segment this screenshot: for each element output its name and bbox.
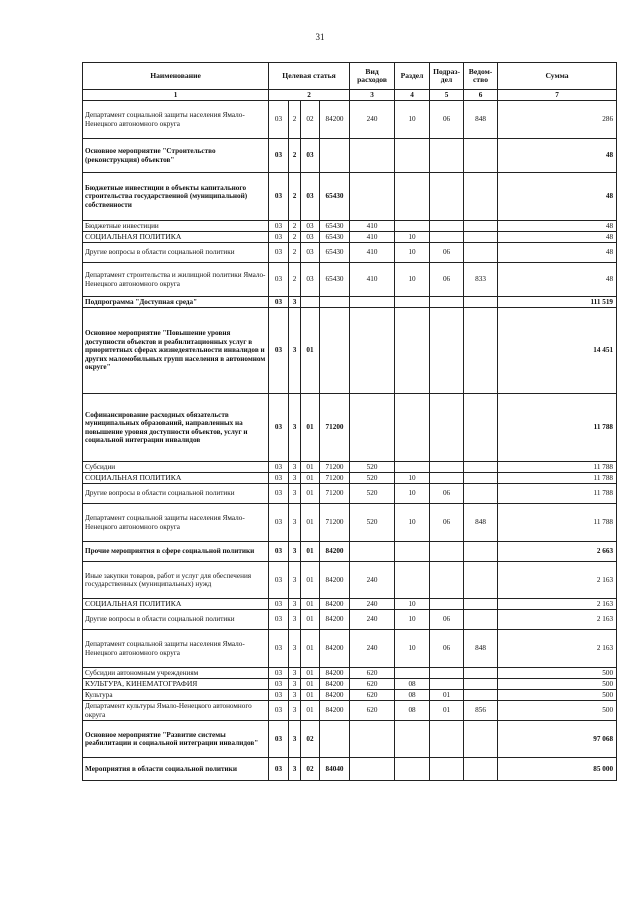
page-number: 31 [315, 32, 325, 42]
row-code-b: 3 [289, 630, 301, 668]
row-code-b: 2 [289, 101, 301, 139]
row-code-b: 3 [289, 690, 301, 701]
header-name: Наименование [83, 63, 269, 90]
row-code-d: 84200 [320, 610, 350, 630]
table-row [83, 562, 617, 599]
row-subsection [430, 599, 464, 610]
row-name: Бюджетные инвестиции [83, 221, 269, 232]
row-dept [464, 721, 498, 758]
row-code-a: 03 [269, 394, 289, 462]
table-row [83, 263, 617, 297]
row-sum: 2 663 [498, 542, 617, 562]
row-code-c: 01 [301, 462, 320, 473]
row-code-c: 01 [301, 473, 320, 484]
row-dept: 856 [464, 701, 498, 721]
row-type [350, 542, 395, 562]
row-type [350, 721, 395, 758]
row-dept [464, 297, 498, 308]
row-sum: 48 [498, 139, 617, 173]
row-section [395, 221, 430, 232]
row-code-b: 2 [289, 232, 301, 243]
header-type: Вид расходов [350, 63, 395, 90]
row-type: 240 [350, 599, 395, 610]
row-code-a: 03 [269, 139, 289, 173]
row-code-c: 02 [301, 758, 320, 781]
row-section: 10 [395, 599, 430, 610]
row-code-a: 03 [269, 701, 289, 721]
row-name: СОЦИАЛЬНАЯ ПОЛИТИКА [83, 473, 269, 484]
table-row [83, 701, 617, 721]
row-name: Субсидии [83, 462, 269, 473]
row-name: Департамент социальной защиты населения Ямало-Ненецкого автономного округа [83, 504, 269, 542]
row-sum: 11 788 [498, 484, 617, 504]
row-code-a: 03 [269, 101, 289, 139]
row-code-d [320, 139, 350, 173]
row-dept [464, 308, 498, 394]
row-code-a: 03 [269, 484, 289, 504]
row-sum: 11 788 [498, 394, 617, 462]
row-code-a: 03 [269, 297, 289, 308]
row-dept [464, 473, 498, 484]
row-code-d: 84200 [320, 668, 350, 679]
row-subsection: 01 [430, 690, 464, 701]
row-sum: 48 [498, 263, 617, 297]
row-code-a: 03 [269, 243, 289, 263]
table-row [83, 542, 617, 562]
row-type: 620 [350, 679, 395, 690]
header-dept: Ведом-ство [464, 63, 498, 90]
row-code-c [301, 297, 320, 308]
row-code-b: 3 [289, 297, 301, 308]
row-type: 240 [350, 562, 395, 599]
table-row [83, 139, 617, 173]
row-type: 240 [350, 101, 395, 139]
row-subsection [430, 308, 464, 394]
row-dept [464, 394, 498, 462]
column-number: 3 [350, 90, 395, 101]
row-sum: 48 [498, 232, 617, 243]
row-subsection: 06 [430, 630, 464, 668]
table-row [83, 599, 617, 610]
row-sum: 500 [498, 679, 617, 690]
row-subsection [430, 221, 464, 232]
row-sum: 11 788 [498, 473, 617, 484]
row-subsection [430, 542, 464, 562]
row-type: 620 [350, 690, 395, 701]
row-code-a: 03 [269, 173, 289, 221]
row-sum: 500 [498, 668, 617, 679]
row-type [350, 758, 395, 781]
header-target: Целевая статья [269, 63, 350, 90]
row-name: Основное мероприятие "Развитие системы реабилитации и социальной интеграции инвалидов" [83, 721, 269, 758]
row-section: 10 [395, 484, 430, 504]
column-number: 2 [269, 90, 350, 101]
row-code-c: 01 [301, 542, 320, 562]
row-code-b: 3 [289, 679, 301, 690]
row-code-d: 65430 [320, 173, 350, 221]
row-code-c: 01 [301, 394, 320, 462]
table-row [83, 630, 617, 668]
row-code-c: 01 [301, 308, 320, 394]
row-code-c: 02 [301, 721, 320, 758]
row-name: КУЛЬТУРА, КИНЕМАТОГРАФИЯ [83, 679, 269, 690]
row-code-c: 01 [301, 679, 320, 690]
row-code-c: 01 [301, 630, 320, 668]
row-dept: 848 [464, 504, 498, 542]
row-sum: 2 163 [498, 630, 617, 668]
row-sum: 11 788 [498, 462, 617, 473]
header-row [83, 63, 617, 90]
row-code-a: 03 [269, 758, 289, 781]
row-name: Бюджетные инвестиции в объекты капитального строительства государственной (муниципальной) собственности [83, 173, 269, 221]
row-subsection: 06 [430, 484, 464, 504]
row-code-a: 03 [269, 462, 289, 473]
row-type: 620 [350, 701, 395, 721]
row-code-a: 03 [269, 630, 289, 668]
row-section [395, 758, 430, 781]
row-section: 10 [395, 243, 430, 263]
header-section: Раздел [395, 63, 430, 90]
row-sum: 500 [498, 701, 617, 721]
row-dept [464, 462, 498, 473]
table-body [83, 101, 617, 781]
row-section: 10 [395, 263, 430, 297]
row-code-b: 2 [289, 173, 301, 221]
row-dept: 833 [464, 263, 498, 297]
table-row [83, 243, 617, 263]
row-name: СОЦИАЛЬНАЯ ПОЛИТИКА [83, 599, 269, 610]
row-sum: 2 163 [498, 599, 617, 610]
column-number: 4 [395, 90, 430, 101]
row-name: Департамент социальной защиты населения Ямало-Ненецкого автономного округа [83, 630, 269, 668]
table-row [83, 221, 617, 232]
row-sum: 2 163 [498, 562, 617, 599]
column-number: 7 [498, 90, 617, 101]
row-dept [464, 221, 498, 232]
row-code-d [320, 297, 350, 308]
table-row [83, 101, 617, 139]
row-subsection [430, 473, 464, 484]
row-name: Софинансирование расходных обязательств муниципальных образований, направленных на повышение уровня доступности объектов, услуг и социальной интеграции инвалидов [83, 394, 269, 462]
row-subsection [430, 297, 464, 308]
row-code-c: 03 [301, 263, 320, 297]
row-sum: 48 [498, 221, 617, 232]
row-section [395, 297, 430, 308]
row-section: 10 [395, 101, 430, 139]
row-sum: 111 519 [498, 297, 617, 308]
row-section [395, 542, 430, 562]
table-row [83, 668, 617, 679]
row-type [350, 308, 395, 394]
table-row [83, 679, 617, 690]
column-number: 6 [464, 90, 498, 101]
row-code-d: 84200 [320, 701, 350, 721]
table-row [83, 484, 617, 504]
row-subsection [430, 462, 464, 473]
row-section: 08 [395, 701, 430, 721]
row-subsection: 06 [430, 504, 464, 542]
row-section: 10 [395, 504, 430, 542]
row-name: Другие вопросы в области социальной политики [83, 484, 269, 504]
row-type: 410 [350, 232, 395, 243]
row-type [350, 394, 395, 462]
row-code-b: 2 [289, 139, 301, 173]
row-code-b: 3 [289, 758, 301, 781]
row-subsection: 06 [430, 101, 464, 139]
row-section [395, 308, 430, 394]
row-type: 520 [350, 484, 395, 504]
row-sum: 500 [498, 690, 617, 701]
row-dept [464, 690, 498, 701]
row-type: 520 [350, 504, 395, 542]
row-code-d: 84200 [320, 690, 350, 701]
row-type: 240 [350, 610, 395, 630]
row-dept [464, 232, 498, 243]
row-code-d: 65430 [320, 232, 350, 243]
row-code-c: 01 [301, 690, 320, 701]
row-code-d: 84200 [320, 679, 350, 690]
row-type: 410 [350, 263, 395, 297]
table-row [83, 690, 617, 701]
row-code-c: 03 [301, 139, 320, 173]
row-subsection [430, 139, 464, 173]
row-name: Другие вопросы в области социальной политики [83, 610, 269, 630]
table-row [83, 473, 617, 484]
column-number-row [83, 90, 617, 101]
row-subsection [430, 562, 464, 599]
row-subsection [430, 394, 464, 462]
row-code-d: 65430 [320, 243, 350, 263]
row-name: Департамент социальной защиты населения Ямало-Ненецкого автономного округа [83, 101, 269, 139]
row-name: Подпрограмма "Доступная среда" [83, 297, 269, 308]
row-code-b: 3 [289, 610, 301, 630]
row-dept [464, 562, 498, 599]
table-row [83, 232, 617, 243]
row-code-a: 03 [269, 679, 289, 690]
row-code-b: 3 [289, 599, 301, 610]
row-code-a: 03 [269, 599, 289, 610]
table-row [83, 721, 617, 758]
row-dept [464, 173, 498, 221]
row-dept [464, 610, 498, 630]
row-code-d: 71200 [320, 462, 350, 473]
row-code-b: 3 [289, 473, 301, 484]
row-code-d [320, 308, 350, 394]
row-code-a: 03 [269, 232, 289, 243]
table-row [83, 297, 617, 308]
row-code-d: 65430 [320, 221, 350, 232]
column-number: 1 [83, 90, 269, 101]
row-code-a: 03 [269, 690, 289, 701]
row-section: 10 [395, 473, 430, 484]
table-row [83, 173, 617, 221]
row-subsection: 01 [430, 701, 464, 721]
row-code-d: 84200 [320, 542, 350, 562]
row-type: 620 [350, 668, 395, 679]
row-subsection: 06 [430, 263, 464, 297]
row-section [395, 139, 430, 173]
row-code-b: 2 [289, 263, 301, 297]
row-section [395, 721, 430, 758]
row-dept [464, 679, 498, 690]
row-section: 10 [395, 610, 430, 630]
row-section [395, 668, 430, 679]
row-name: Департамент строительства и жилищной политики Ямало-Ненецкого автономного округа [83, 263, 269, 297]
row-dept [464, 484, 498, 504]
row-section [395, 173, 430, 221]
row-code-b: 3 [289, 562, 301, 599]
row-type: 240 [350, 630, 395, 668]
row-code-c: 01 [301, 610, 320, 630]
row-code-c: 01 [301, 701, 320, 721]
row-code-c: 01 [301, 562, 320, 599]
row-code-d: 71200 [320, 473, 350, 484]
row-name: Основное мероприятие "Строительство (реконструкция) объектов" [83, 139, 269, 173]
row-subsection [430, 232, 464, 243]
row-section: 08 [395, 690, 430, 701]
row-dept [464, 139, 498, 173]
row-name: Культура [83, 690, 269, 701]
row-code-a: 03 [269, 542, 289, 562]
row-name: Основное мероприятие "Повышение уровня доступности объектов и реабилитационных услуг в приоритетных сферах жизнедеятельности инвалидов и других маломобильных групп населения в автономном округе" [83, 308, 269, 394]
table-row [83, 394, 617, 462]
row-dept [464, 243, 498, 263]
row-code-c: 03 [301, 243, 320, 263]
row-type: 410 [350, 221, 395, 232]
table-row [83, 610, 617, 630]
row-name: Субсидии автономным учреждениям [83, 668, 269, 679]
row-code-d: 65430 [320, 263, 350, 297]
row-type: 520 [350, 473, 395, 484]
row-code-d: 71200 [320, 484, 350, 504]
row-name: Мероприятия в области социальной политики [83, 758, 269, 781]
row-code-d: 84200 [320, 599, 350, 610]
row-section [395, 394, 430, 462]
row-type: 410 [350, 243, 395, 263]
row-code-d: 71200 [320, 504, 350, 542]
row-code-a: 03 [269, 473, 289, 484]
row-code-d [320, 721, 350, 758]
row-dept [464, 542, 498, 562]
row-sum: 14 451 [498, 308, 617, 394]
row-code-b: 3 [289, 394, 301, 462]
row-dept [464, 599, 498, 610]
row-dept [464, 668, 498, 679]
row-subsection [430, 721, 464, 758]
row-code-b: 2 [289, 243, 301, 263]
row-section: 10 [395, 232, 430, 243]
row-code-d: 84200 [320, 562, 350, 599]
row-name: Департамент культуры Ямало-Ненецкого автономного округа [83, 701, 269, 721]
row-sum: 48 [498, 173, 617, 221]
row-code-d: 84040 [320, 758, 350, 781]
row-type [350, 173, 395, 221]
row-sum: 2 163 [498, 610, 617, 630]
row-subsection [430, 679, 464, 690]
row-name: Другие вопросы в области социальной политики [83, 243, 269, 263]
row-type: 520 [350, 462, 395, 473]
row-code-b: 3 [289, 542, 301, 562]
row-type [350, 297, 395, 308]
row-code-c: 01 [301, 668, 320, 679]
row-code-a: 03 [269, 263, 289, 297]
row-code-b: 3 [289, 668, 301, 679]
row-sum: 85 000 [498, 758, 617, 781]
row-code-a: 03 [269, 308, 289, 394]
row-code-b: 3 [289, 462, 301, 473]
row-name: СОЦИАЛЬНАЯ ПОЛИТИКА [83, 232, 269, 243]
row-code-a: 03 [269, 721, 289, 758]
row-type [350, 139, 395, 173]
budget-table [82, 62, 617, 781]
row-code-c: 03 [301, 221, 320, 232]
row-sum: 97 068 [498, 721, 617, 758]
row-sum: 11 788 [498, 504, 617, 542]
table-row [83, 308, 617, 394]
row-name: Прочие мероприятия в сфере социальной политики [83, 542, 269, 562]
row-code-a: 03 [269, 610, 289, 630]
row-dept: 848 [464, 630, 498, 668]
row-code-c: 03 [301, 232, 320, 243]
row-subsection [430, 668, 464, 679]
row-code-a: 03 [269, 221, 289, 232]
row-code-b: 3 [289, 308, 301, 394]
column-number: 5 [430, 90, 464, 101]
row-code-c: 01 [301, 484, 320, 504]
row-code-a: 03 [269, 562, 289, 599]
row-subsection: 06 [430, 243, 464, 263]
row-code-c: 03 [301, 173, 320, 221]
row-name: Иные закупки товаров, работ и услуг для обеспечения государственных (муниципальных) нужд [83, 562, 269, 599]
row-section [395, 462, 430, 473]
row-subsection: 06 [430, 610, 464, 630]
row-code-d: 84200 [320, 101, 350, 139]
row-code-c: 02 [301, 101, 320, 139]
row-code-b: 2 [289, 221, 301, 232]
row-section: 08 [395, 679, 430, 690]
row-dept [464, 758, 498, 781]
row-code-d: 71200 [320, 394, 350, 462]
header-sum: Сумма [498, 63, 617, 90]
row-code-b: 3 [289, 701, 301, 721]
row-sum: 48 [498, 243, 617, 263]
row-code-d: 84200 [320, 630, 350, 668]
row-subsection [430, 758, 464, 781]
row-code-c: 01 [301, 599, 320, 610]
table-row [83, 758, 617, 781]
row-code-a: 03 [269, 504, 289, 542]
row-section: 10 [395, 630, 430, 668]
table-row [83, 462, 617, 473]
row-code-b: 3 [289, 504, 301, 542]
row-code-b: 3 [289, 721, 301, 758]
row-subsection [430, 173, 464, 221]
row-dept: 848 [464, 101, 498, 139]
row-section [395, 562, 430, 599]
header-subsection: Подраз-дел [430, 63, 464, 90]
row-code-a: 03 [269, 668, 289, 679]
row-code-b: 3 [289, 484, 301, 504]
row-code-c: 01 [301, 504, 320, 542]
table-row [83, 504, 617, 542]
row-sum: 286 [498, 101, 617, 139]
